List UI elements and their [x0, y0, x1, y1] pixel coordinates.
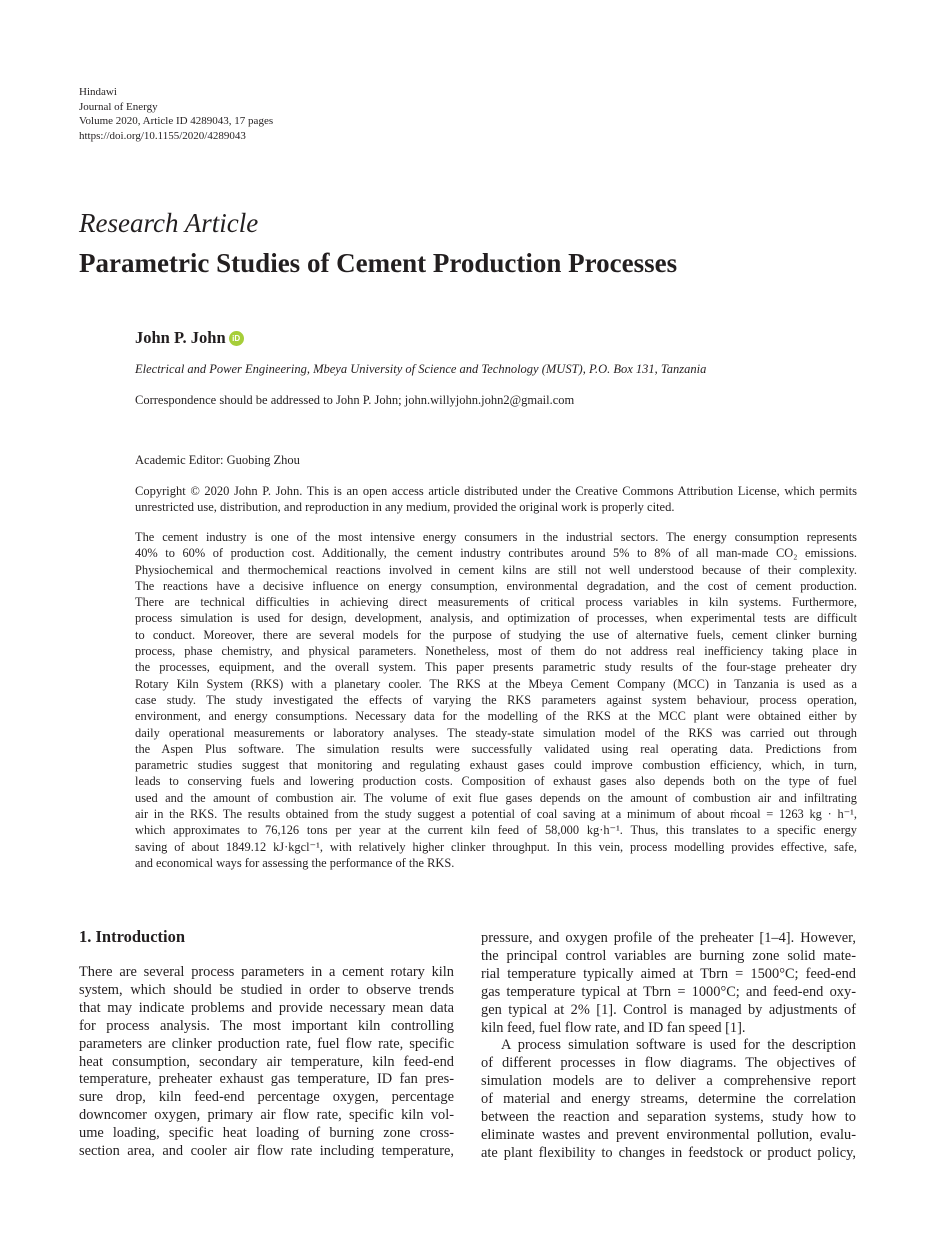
body-line: that may indicate problems and provide necessary mean data: [79, 999, 454, 1016]
body-line: downcomer oxygen, primary air flow rate, specific kiln vol-: [79, 1107, 454, 1124]
copyright-notice: Copyright © 2020 John P. John. This is an open access article distributed under the Creative Commons Attribution License, which permits unrestricted use, distribution, and reproduction in any medium, provided the original work is properly cited.: [135, 484, 857, 514]
abstract-line: air in the RKS. The results obtained from the study suggest a potential of coal saving at a minimum of about ṁcoal = 1263 kg · h⁻¹,: [135, 807, 857, 822]
abstract-line: and economical ways for assessing the performance of the RKS.: [135, 855, 455, 870]
abstract-line: daily operational measurements or laboratory analyses. The steady-state simulation model of the RKS was carried out through: [135, 725, 857, 740]
abstract-line: 40% to 60% of production cost. Additionally, the cement industry contributes around 5% to 8% of all man-made CO₂ emissions.: [135, 546, 857, 561]
body-line: system, which should be studied in order to observe trends: [79, 981, 454, 998]
author-name: John P. John: [135, 328, 226, 347]
body-line: A process simulation software is used for the description: [501, 1037, 856, 1054]
orcid-icon[interactable]: iD: [229, 331, 244, 346]
body-line: gas temperature typical at Tbrn = 1000°C; and feed-end oxy-: [481, 983, 856, 1000]
journal-name: Journal of Energy: [79, 100, 158, 113]
section-heading-introduction: 1. Introduction: [79, 927, 186, 946]
abstract-line: to conduct. Moreover, there are several models for the purpose of studying the use of alternative fuels, cement clinker burning: [135, 627, 857, 642]
abstract-line: the processes, equipment, and the overall system. This paper presents parametric study results of the four-stage preheater dry: [135, 660, 857, 675]
abstract-line: The reactions have a decisive influence on energy consumption, environmental degradation, and the cost of cement production.: [135, 578, 857, 593]
left-column: [79, 964, 454, 1161]
abstract-line: process, phase chemistry, and physical parameters. Nonetheless, most of them do not address real inefficiency taking place in: [135, 644, 857, 659]
author-line: [135, 328, 244, 348]
right-column: [481, 930, 856, 1163]
abstract-line: saving of about 1849.12 kJ·kgcl⁻¹, with relatively higher clinker throughput. In this vein, process modelling provides effective, safe,: [135, 839, 857, 854]
article-type: Research Article: [79, 208, 259, 238]
doi-link[interactable]: https://doi.org/10.1155/2020/4289043: [79, 129, 246, 142]
academic-editor: Academic Editor: Guobing Zhou: [135, 453, 300, 467]
body-line: There are several process parameters in a cement rotary kiln: [79, 964, 454, 980]
abstract-line: which approximates to 76,126 tons per year at the current kiln feed of 58,000 kg·h⁻¹. Thus, this translates to a specific energy: [135, 823, 857, 838]
body-line: temperature, preheater exhaust gas temperature, ID fan pres-: [79, 1071, 454, 1088]
body-line: pressure, and oxygen profile of the preheater [1–4]. However,: [481, 930, 856, 946]
abstract-line: process simulation is used for design, development, analysis, and optimization of processes, when experimental tests are difficult: [135, 611, 857, 626]
body-line: gen typical at 2% [1]. Control is managed by adjustments of: [481, 1001, 856, 1018]
body-line: of material and energy streams, determine the correlation: [481, 1091, 856, 1108]
body-line: the principal control variables are burning zone solid mate-: [481, 947, 856, 964]
body-line: section area, and cooler air flow rate including temperature,: [79, 1143, 454, 1160]
abstract-line: case study. The study investigated the effects of varying the RKS parameters against system behaviour, process operation,: [135, 692, 857, 707]
body-line: simulation models are to deliver a comprehensive report: [481, 1073, 856, 1090]
abstract-line: The cement industry is one of the most intensive energy consumers in the industrial sectors. The energy consumption represents: [135, 530, 857, 544]
body-line: rial temperature typically aimed at Tbrn = 1500°C; feed-end: [481, 965, 856, 982]
body-line: between the reaction and separation systems, study how to: [481, 1109, 856, 1126]
body-line: for process analysis. The most important kiln controlling: [79, 1017, 454, 1034]
body-line: heat consumption, secondary air temperature, kiln feed-end: [79, 1053, 454, 1070]
article-title: Parametric Studies of Cement Production Processes: [79, 248, 678, 278]
affiliation: Electrical and Power Engineering, Mbeya University of Science and Technology (MUST), P.O. Box 131, Tanzania: [135, 362, 707, 376]
abstract-line: Physiochemical and thermochemical reactions involved in cement kilns are still not well understood because of their complexity.: [135, 562, 857, 577]
body-line: ate plant flexibility to changes in feedstock or product policy,: [481, 1144, 856, 1161]
correspondence: Correspondence should be addressed to John P. John; john.willyjohn.john2@gmail.com: [135, 393, 575, 407]
body-line: kiln feed, fuel flow rate, and ID fan speed [1].: [481, 1019, 746, 1036]
abstract-line: used and the amount of combustion air. The volume of exit flue gases depends on the amount of combustion air and infiltrating: [135, 790, 857, 805]
body-line: eliminate wastes and prevent environmental pollution, evalu-: [481, 1126, 856, 1143]
abstract-line: There are technical difficulties in achieving direct measurements of critical process variables in kiln systems. Furthermore,: [135, 595, 857, 610]
abstract-line: Rotary Kiln System (RKS) with a planetary cooler. The RKS at the Mbeya Cement Company (MCC) in Tanzania is used as a: [135, 676, 857, 691]
journal-header: [79, 85, 273, 143]
body-line: ume loading, specific heat loading of burning zone cross-: [79, 1125, 454, 1142]
publisher-name: Hindawi: [79, 86, 117, 98]
abstract-line: the Aspen Plus software. The simulation results were successfully validated using real operating data. Predictions from: [135, 741, 857, 756]
abstract: [135, 529, 857, 871]
abstract-line: leads to conserving fuels and lowering production costs. Composition of exhaust gases also depends both on the type of fuel: [135, 774, 857, 789]
body-line: sure drop, kiln feed-end percentage oxygen, percentage: [79, 1089, 454, 1106]
volume-line: Volume 2020, Article ID 4289043, 17 pages: [79, 115, 274, 127]
body-line: of different processes in flow diagrams. The objectives of: [481, 1055, 856, 1072]
abstract-line: parametric studies suggest that monitoring and regulating exhaust gases could improve combustion efficiency, which, in turn,: [135, 758, 857, 773]
body-line: parameters are clinker production rate, fuel flow rate, specific: [79, 1035, 454, 1052]
abstract-line: environment, and energy consumptions. Necessary data for the modelling of the RKS at the MCC plant were obtained either by: [135, 709, 857, 724]
